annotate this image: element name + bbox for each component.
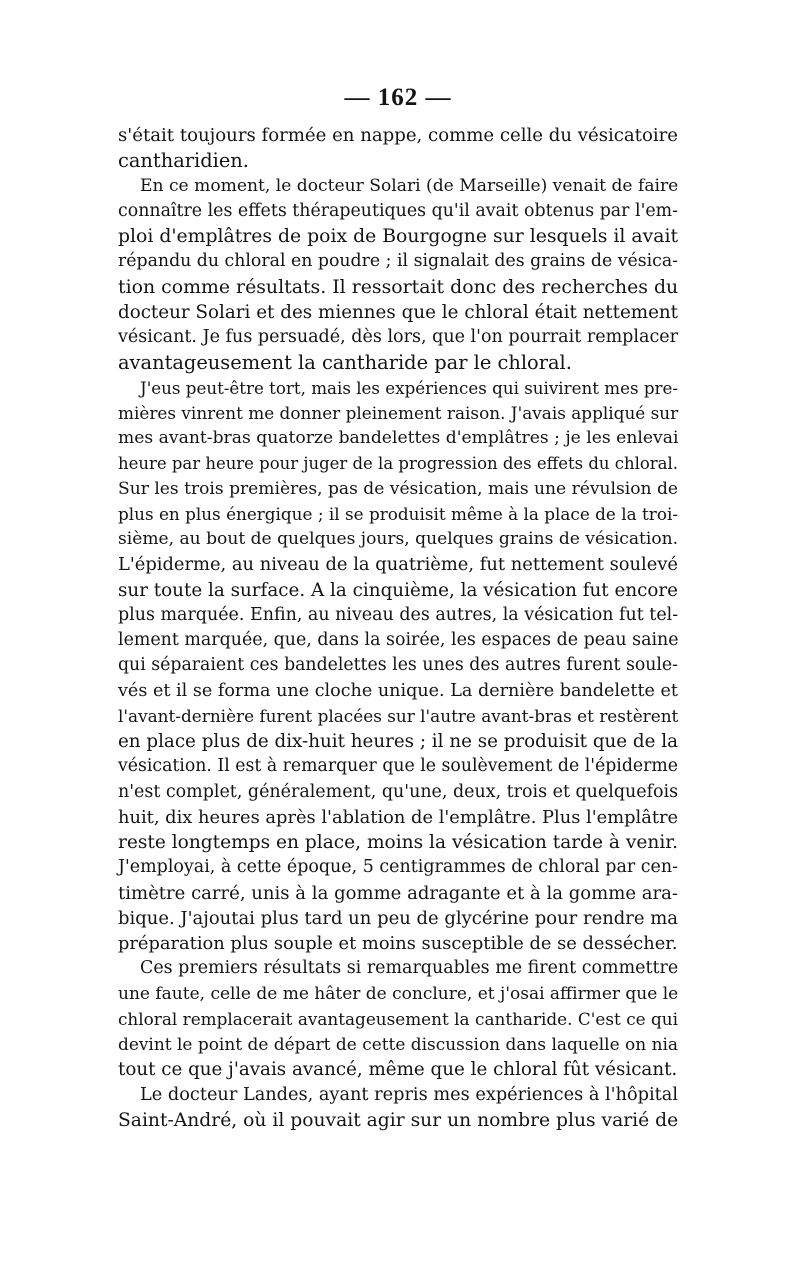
text-line: vésicant. Je fus persuadé, dès lors, que l'on pourrait remplacer [118,327,678,347]
page-number: — 162 — [344,84,452,111]
text-line: heure par heure pour juger de la progression des effets du chloral. [118,454,678,474]
text-line: n'est complet, généralement, qu'une, deux, trois et quelquefois [118,781,679,802]
text-line: L'épiderme, au niveau de la quatrième, fut nettement soulevé [118,554,678,576]
text-line: tout ce que j'avais avancé, même que le chloral fût vésicant. [118,1059,678,1081]
text-line: reste longtemps en place, moins la vésication tarde à venir. [118,832,679,853]
body-text [118,123,678,1133]
text-line: bique. J'ajoutai plus tard un peu de glycérine pour rendre ma [118,907,678,929]
text-line: J'employai, à cette époque, 5 centigrammes de chloral par cen- [118,857,678,878]
text-line: cantharidien. [118,149,249,173]
text-line: mes avant-bras quatorze bandelettes d'emplâtres ; je les enlevai [118,428,679,448]
text-line: Sur les trois premières, pas de vésication, mais une révulsion de [118,478,678,499]
book-page [118,0,678,1262]
text-line: vésication. Il est à remarquer que le soulèvement de l'épiderme [118,756,678,777]
text-line: avantageusement la cantharide par le chloral. [118,351,572,375]
text-line: lement marquée, que, dans la soirée, les espaces de peau saine [118,630,679,650]
text-line: répandu du chloral en poudre ; il signalait des grains de vésica- [118,251,679,272]
text-line: Le docteur Landes, ayant repris mes expériences à l'hôpital [140,1084,678,1105]
text-line: chloral remplacerait avantageusement la cantharide. C'est ce qui [118,1008,678,1029]
text-line: J'eus peut-être tort, mais les expériences qui suivirent mes pre- [140,378,678,398]
text-line: En ce moment, le docteur Solari (de Marseille) venait de faire [140,175,679,196]
text-line: Ces premiers résultats si remarquables me firent commettre [140,958,679,979]
text-line: sième, au bout de quelques jours, quelques grains de vésication. [118,529,679,549]
text-line: ploi d'emplâtres de poix de Bourgogne sur lesquels il avait [118,226,678,247]
text-line: Saint-André, où il pouvait agir sur un nombre plus varié de [118,1109,679,1131]
text-line: devint le point de départ de cette discussion dans laquelle on nia [118,1034,678,1054]
text-line: s'était toujours formée en nappe, comme celle du vésicatoire [118,125,678,146]
text-line: tion comme résultats. Il ressortait donc des recherches du [118,275,679,298]
text-line: plus marquée. Enfin, au niveau des autres, la vésication fut tel- [118,604,679,625]
text-line: qui séparaient ces bandelettes les unes des autres furent soule- [118,655,678,676]
text-line: une faute, celle de me hâter de conclure, et j'osai affirmer que le [118,983,679,1004]
text-line: plus en plus énergique ; il se produisit même à la place de la troi- [118,503,678,524]
text-line: sur toute la surface. A la cinquième, la vésication fut encore [118,579,678,601]
text-line: connaître les effets thérapeutiques qu'il avait obtenus par l'em- [118,200,678,221]
text-line: mières vinrent me donner pleinement raison. J'avais appliqué sur [118,402,679,423]
text-line: timètre carré, unis à la gomme adragante et à la gomme ara- [118,882,678,904]
text-line: en place plus de dix-huit heures ; il ne se produisit que de la [118,731,678,752]
text-line: préparation plus souple et moins susceptible de se dessécher. [118,933,678,954]
text-line: l'avant-dernière furent placées sur l'autre avant-bras et restèrent [118,705,679,726]
text-line: vés et il se forma une cloche unique. La dernière bandelette et [118,680,678,701]
text-line: docteur Solari et des miennes que le chloral était nettement [118,301,678,323]
text-line: huit, dix heures après l'ablation de l'emplâtre. Plus l'emplâtre [118,806,679,828]
